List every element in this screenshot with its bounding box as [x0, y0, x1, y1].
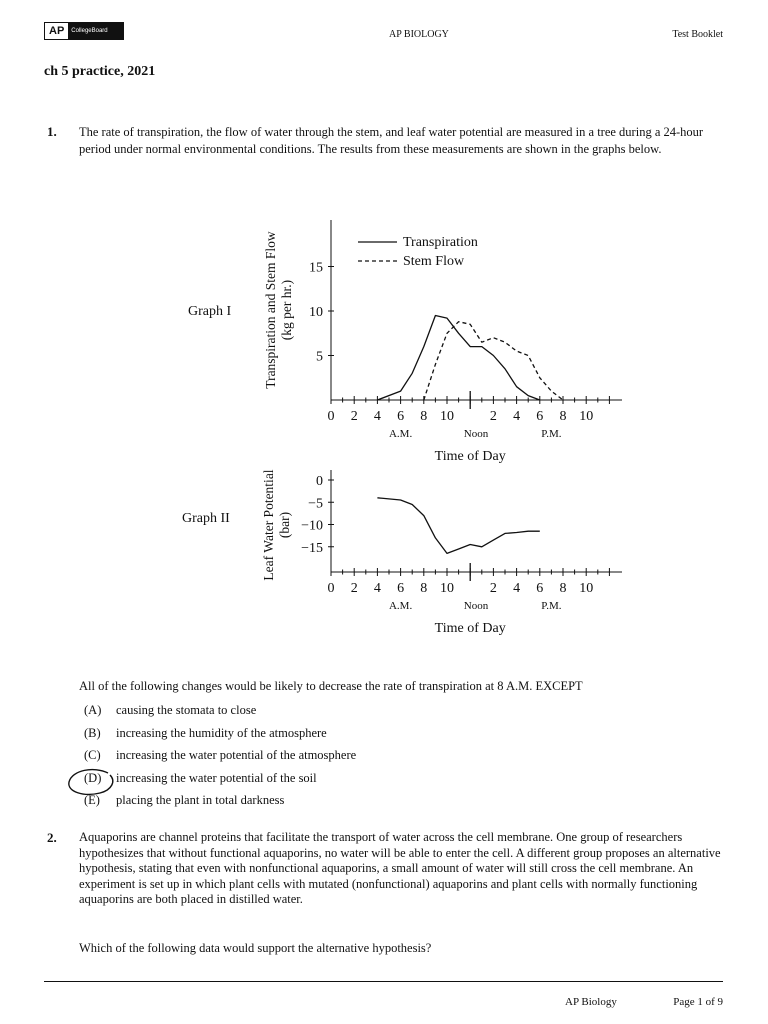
y-tick-label: −10 — [301, 518, 323, 534]
x-tick-label: 6 — [397, 581, 405, 596]
x-tick-label: 8 — [420, 409, 428, 424]
logo-ap-text: AP — [45, 25, 68, 37]
choice-letter: (B) — [84, 725, 101, 740]
graph-title: Graph II — [182, 511, 230, 526]
college-board-logo — [44, 22, 124, 40]
x-tick-label: 6 — [536, 581, 544, 596]
footer-page-number: Page 1 of 9 — [673, 996, 723, 1008]
x-tick-label: 0 — [327, 581, 335, 596]
choice-text: placing the plant in total darkness — [116, 793, 285, 807]
y-axis-label: Transpiration and Stem Flow — [263, 231, 278, 389]
x-tick-label: 2 — [350, 581, 358, 596]
footer-divider — [44, 981, 723, 982]
y-axis-label: Leaf Water Potential — [261, 469, 276, 581]
x-tick-label: 6 — [536, 409, 544, 424]
x-tick-label: 10 — [440, 409, 454, 424]
y-axis-units-label: (bar) — [277, 511, 292, 539]
choice-b[interactable] — [84, 726, 356, 749]
x-tick-label: 10 — [579, 581, 594, 596]
x-tick-label: 8 — [559, 409, 567, 424]
x-tick-label: 10 — [579, 409, 594, 424]
x-tick-label: 4 — [513, 409, 521, 424]
x-tick-label: 2 — [489, 581, 497, 596]
x-tick-label: 0 — [327, 409, 335, 424]
x-period-label: Noon — [463, 428, 489, 440]
choice-c[interactable] — [84, 748, 356, 771]
choice-text: increasing the humidity of the atmosphere — [116, 725, 327, 740]
x-period-label: A.M. — [388, 428, 413, 440]
x-period-label: A.M. — [388, 600, 413, 612]
y-tick-label: 15 — [309, 260, 323, 276]
x-tick-label: 4 — [373, 409, 381, 424]
practice-title: ch 5 practice, 2021 — [44, 64, 156, 79]
x-tick-label: 2 — [350, 409, 358, 424]
footer-subject: AP Biology — [565, 996, 617, 1008]
legend-label: Stem Flow — [403, 254, 465, 269]
x-tick-label: 4 — [513, 581, 521, 596]
x-axis-label: Time of Day — [434, 621, 506, 636]
answer-circle-mark — [64, 764, 124, 804]
y-tick-label: 0 — [316, 474, 323, 489]
question-1-prompt: All of the following changes would be likely to decrease the rate of transpiration at 8 A.M. EXCEPT — [79, 679, 583, 693]
x-tick-label: 6 — [397, 409, 405, 424]
choice-text: causing the stomata to close — [116, 703, 257, 717]
x-period-label: P.M. — [541, 428, 562, 440]
choice-d[interactable] — [84, 771, 356, 794]
question-2-number: 2. — [47, 830, 57, 845]
x-axis-label: Time of Day — [434, 449, 506, 464]
question-1-stem: The rate of transpiration, the flow of water through the stem, and leaf water potential are measured in a tree during a 24-hour period under normal environmental conditions. The results from these measurements are shown in the graphs below. — [79, 125, 704, 156]
x-period-label: P.M. — [541, 600, 562, 612]
graph-title: Graph I — [188, 304, 232, 319]
series-line-stem-flow — [424, 322, 563, 400]
y-tick-label: 5 — [316, 349, 323, 365]
x-tick-label: 2 — [489, 409, 497, 424]
x-tick-label: 10 — [440, 581, 454, 596]
choice-text: increasing the water potential of the atmosphere — [116, 748, 357, 762]
question-1-choices — [84, 703, 356, 816]
choice-text: increasing the water potential of the soil — [116, 770, 317, 785]
y-tick-label: 10 — [309, 305, 323, 320]
series-line-leaf-water-potential — [377, 498, 539, 554]
header-subject: AP BIOLOGY — [389, 29, 449, 40]
question-2-prompt: Which of the following data would support the alternative hypothesis? — [79, 941, 432, 955]
graphs-figure — [0, 200, 768, 650]
y-tick-label: −15 — [301, 540, 323, 556]
x-tick-label: 8 — [420, 581, 428, 596]
logo-cb-text: CollegeBoard — [68, 23, 123, 39]
header-booklet: Test Booklet — [672, 29, 723, 40]
series-line-transpiration — [377, 316, 539, 401]
question-2-stem: Aquaporins are channel proteins that facilitate the transport of water across the cell membrane. One group of researchers hypothesizes that without functional aquaporins, no water will be able to enter the cell. A different group proposes an alternative hypothesis, stating that even with nonfunctional aquaporins, a small amount of water will still cross the cell membrane. An experiment is set up in which plant cells with mutated (nonfunctional) aquaporins and plant cells with normally functioning aquaporins are both placed in distilled water. — [79, 830, 721, 906]
choice-a[interactable] — [84, 703, 356, 726]
choice-letter: (A) — [84, 703, 102, 717]
question-1-number: 1. — [47, 124, 57, 139]
y-axis-units-label: (kg per hr.) — [279, 279, 294, 341]
choice-letter: (E) — [84, 793, 100, 807]
y-tick-label: −5 — [308, 496, 323, 512]
x-tick-label: 8 — [559, 581, 567, 596]
choice-letter: (D) — [84, 770, 102, 785]
choice-e[interactable] — [84, 793, 356, 816]
legend-label: Transpiration — [403, 235, 478, 250]
x-tick-label: 4 — [373, 581, 381, 596]
x-period-label: Noon — [463, 600, 489, 612]
choice-letter: (C) — [84, 748, 101, 762]
